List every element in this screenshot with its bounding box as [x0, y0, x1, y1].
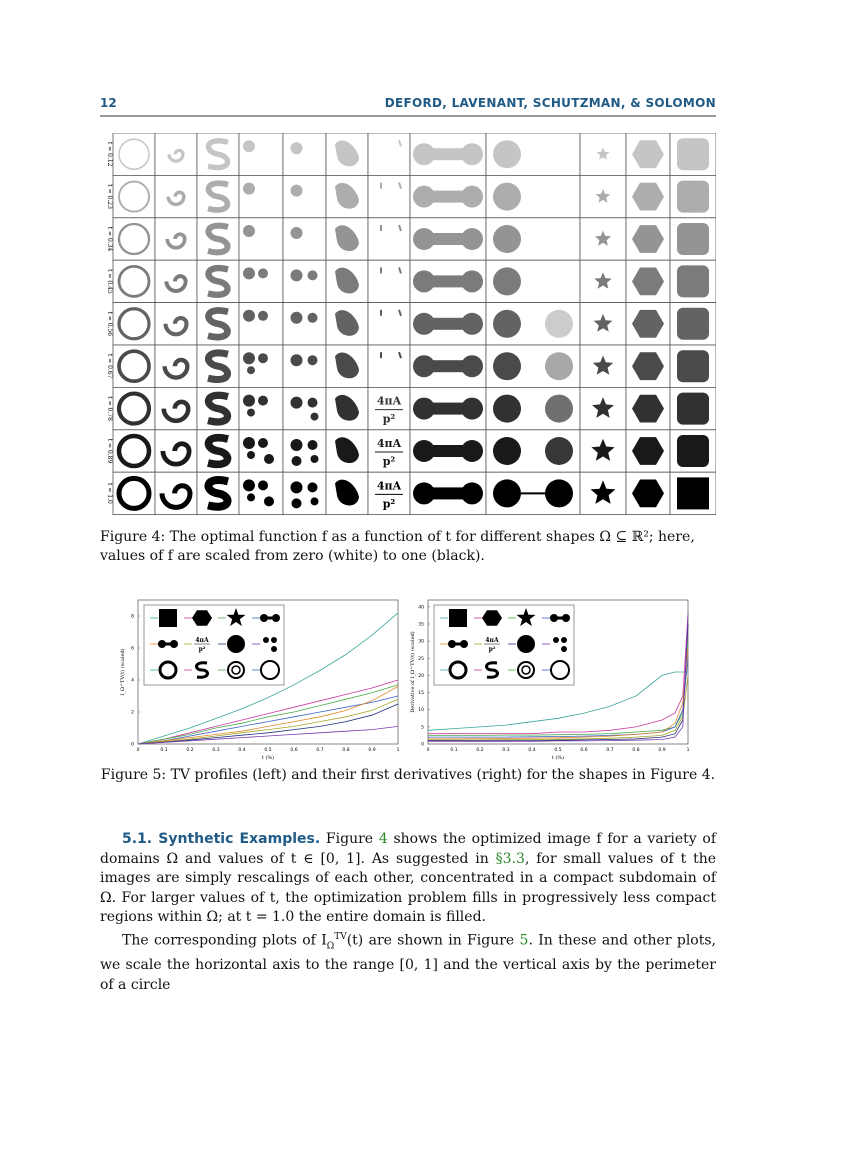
legend-dots: [271, 637, 277, 643]
y-tick-label: 5: [421, 725, 424, 731]
grid-cell: [239, 133, 283, 175]
grid-cell: [368, 133, 410, 175]
row-label: t = 0.78: [106, 396, 113, 421]
formula-bottom: p²: [382, 455, 396, 468]
p1-text-b: shows the optimized image f for a variety of domains Ω and values of t ∈ [0, 1]. As suggested in: [100, 831, 717, 867]
blob: [243, 310, 255, 322]
dot: [292, 456, 302, 466]
figure-5-link[interactable]: 5: [519, 932, 529, 949]
dot: [308, 313, 318, 323]
grid-cell: [368, 345, 410, 387]
grid-cell: [283, 303, 326, 345]
disk-left: [493, 140, 521, 168]
formula-bottom: p²: [382, 412, 396, 426]
x-tick-label: 0.8: [632, 748, 640, 753]
formula-top: 4πA: [376, 437, 402, 450]
p1-text-c: , for small values of t the images are simply rescalings of each other, concentrated in a compact subdomain of Ω. For larger values of t, the optimization problem fills in progressively less compact regions within Ω; at t = 1.0 the entire domain is filled.: [100, 850, 716, 925]
disk-right: [545, 395, 573, 423]
blob: [258, 438, 268, 448]
legend-dumbbell: [452, 643, 464, 646]
row-label: t = 0.89: [106, 438, 113, 464]
grid-cell: [155, 175, 197, 217]
dot: [291, 312, 303, 324]
figure-4-caption: Figure 4: The optimal function f as a function of t for different shapes Ω ⊆ ℝ²; here, values of f are scaled from zero (white) to one (black).: [100, 529, 695, 564]
dumbbell-bar: [424, 275, 472, 287]
dot: [308, 398, 318, 408]
y-axis-label: Derivative of I_Ω^TV(t) (scaled): [410, 631, 416, 713]
dot: [311, 413, 319, 421]
dot: [308, 482, 318, 492]
grid-cell: [283, 387, 326, 429]
blob: [243, 140, 255, 152]
section-heading: 5.1. Synthetic Examples.: [122, 831, 321, 847]
y-tick-label: 8: [131, 614, 134, 620]
legend-square: [449, 609, 467, 627]
page-number: 12: [100, 96, 117, 110]
row-label: t = 0.67: [106, 353, 113, 379]
blob: [258, 353, 268, 363]
y-tick-label: 35: [418, 622, 424, 628]
blob: [247, 493, 255, 501]
y-tick-label: 4: [131, 678, 134, 684]
blob: [247, 451, 255, 459]
grid-cell: [283, 472, 326, 514]
x-tick-label: 0: [426, 748, 430, 753]
x-tick-label: 1: [686, 748, 690, 753]
dumbbell-bar: [424, 318, 472, 330]
y-tick-label: 15: [418, 691, 424, 697]
header-rule: [100, 115, 716, 117]
row-label: t = 0.23: [106, 184, 113, 209]
p2-sup: TV: [334, 931, 347, 942]
legend-dumbbell: [554, 617, 566, 620]
dot: [311, 497, 319, 505]
running-header: [100, 96, 716, 114]
grid-cell: [368, 260, 410, 302]
blob: [243, 479, 255, 491]
row-label: t = 1.0: [106, 483, 113, 504]
x-tick-label: 0.9: [368, 748, 376, 753]
figure-5-caption: Figure 5: TV profiles (left) and their first derivatives (right) for the shapes in Figure 4.: [100, 767, 716, 783]
formula-bottom: p²: [382, 497, 396, 511]
y-tick-label: 10: [418, 708, 424, 714]
dot: [308, 440, 318, 450]
figure-4-link[interactable]: 4: [378, 831, 388, 847]
disk-left: [493, 479, 521, 507]
p1-text-a: Figure: [325, 831, 379, 847]
square-shape: [677, 265, 709, 297]
square-shape: [677, 477, 709, 509]
blob: [264, 496, 274, 506]
dot: [308, 355, 318, 365]
dot: [308, 270, 318, 280]
blob: [243, 267, 255, 279]
dumbbell-bar: [424, 487, 472, 499]
dot: [291, 481, 303, 493]
grid-cell: [283, 218, 326, 260]
x-tick-label: 1: [396, 748, 400, 753]
x-tick-label: 0: [136, 748, 140, 753]
disk-left: [493, 310, 521, 338]
disk-left: [493, 225, 521, 253]
x-tick-label: 0.8: [342, 748, 350, 753]
dumbbell-bar: [424, 233, 472, 245]
chart-panel: [409, 600, 690, 761]
x-tick-label: 0.9: [658, 748, 666, 753]
legend-formula-bottom: p²: [488, 646, 496, 653]
dumbbell-bar: [424, 403, 472, 415]
disk-right: [545, 310, 573, 338]
y-tick-label: 30: [418, 639, 424, 645]
x-tick-label: 0.5: [264, 748, 272, 753]
grid-cell: [239, 303, 283, 345]
dot: [291, 142, 303, 154]
dumbbell-bar: [424, 445, 472, 457]
legend-square: [159, 609, 177, 627]
legend-dumbbell: [264, 617, 276, 620]
row-label: t = 0.12: [106, 141, 113, 167]
disk-right: [545, 437, 573, 465]
x-tick-label: 0.4: [528, 748, 536, 753]
grid-cell: [239, 387, 283, 429]
figure-4-grid: [100, 133, 716, 515]
grid-cell: [283, 133, 326, 175]
disk-left: [493, 183, 521, 211]
disk-right: [545, 352, 573, 380]
square-shape: [677, 350, 709, 382]
grid-cell: [368, 218, 410, 260]
y-tick-label: 6: [131, 646, 134, 652]
blob: [258, 396, 268, 406]
blob: [247, 409, 255, 417]
p2-text-c: . In these and other plots, we scale the horizontal axis to the range [0, 1] and the vertical axis by the perimeter of a circle: [100, 932, 716, 993]
blob: [258, 268, 268, 278]
p2-text-a: The corresponding plots of I: [122, 932, 327, 949]
y-tick-label: 2: [131, 710, 134, 716]
blob: [243, 437, 255, 449]
y-tick-label: 40: [418, 605, 424, 611]
x-tick-label: 0.1: [160, 748, 168, 753]
legend-dots: [271, 646, 277, 652]
blob: [243, 225, 255, 237]
blob: [264, 454, 274, 464]
x-tick-label: 0.6: [290, 748, 298, 753]
blob: [243, 395, 255, 407]
grid-cell: [283, 260, 326, 302]
disk-left: [493, 267, 521, 295]
legend-formula-bottom: p²: [198, 646, 206, 653]
grid-cell: [283, 345, 326, 387]
dot: [291, 439, 303, 451]
y-tick-label: 0: [131, 742, 134, 748]
grid-cell: [283, 430, 326, 472]
dumbbell-bar: [424, 148, 472, 160]
blob: [243, 183, 255, 195]
x-tick-label: 0.7: [606, 748, 614, 753]
square-shape: [677, 393, 709, 425]
disk-right: [545, 479, 573, 507]
paragraph-1: [100, 830, 716, 928]
x-axis-label: t (%): [261, 755, 275, 761]
grid-cell: [368, 303, 410, 345]
dumbbell-bar: [424, 360, 472, 372]
blob: [258, 311, 268, 321]
grid-cell: [283, 175, 326, 217]
y-tick-label: 0: [421, 742, 424, 748]
p2-sub: Ω: [326, 940, 335, 951]
x-tick-label: 0.6: [580, 748, 588, 753]
x-tick-label: 0.5: [554, 748, 562, 753]
x-tick-label: 0.4: [238, 748, 246, 753]
grid-cell: [239, 345, 283, 387]
dot: [311, 455, 319, 463]
square-shape: [677, 223, 709, 255]
section-body: [100, 830, 716, 995]
grid-cell: [239, 175, 283, 217]
chart-panel: [119, 600, 400, 761]
p2-text-b: (t) are shown in Figure: [346, 932, 520, 949]
dumbbell-bar: [424, 191, 472, 203]
legend-formula-top: 4πA: [195, 637, 209, 644]
dot: [291, 185, 303, 197]
blob: [258, 480, 268, 490]
disk-left: [493, 352, 521, 380]
y-axis-label: I_Ω^TV(t) (scaled): [120, 648, 126, 696]
legend-pie: [227, 635, 245, 653]
grid-cell: [239, 260, 283, 302]
dot: [291, 227, 303, 239]
legend-dots: [553, 637, 559, 643]
square-shape: [677, 181, 709, 213]
legend-pie: [517, 635, 535, 653]
x-tick-label: 0.2: [186, 748, 194, 753]
header-authors: DEFORD, LAVENANT, SCHUTZMAN, & SOLOMON: [384, 96, 716, 110]
x-tick-label: 0.1: [450, 748, 458, 753]
dot: [291, 269, 303, 281]
x-tick-label: 0.7: [316, 748, 324, 753]
disk-left: [493, 395, 521, 423]
grid-cell: [239, 472, 283, 514]
legend-dumbbell: [162, 643, 174, 646]
row-label: t = 0.45: [106, 269, 113, 294]
legend-formula-top: 4πA: [485, 637, 499, 644]
dot: [292, 498, 302, 508]
section-3-3-link[interactable]: §3.3: [495, 850, 525, 867]
figure-5-charts: [100, 592, 700, 762]
row-label: t = 0.56: [106, 311, 113, 337]
grid-cell: [239, 218, 283, 260]
legend-dots: [263, 637, 269, 643]
x-axis-label: t (%): [551, 755, 565, 761]
disk-left: [493, 437, 521, 465]
blob: [243, 352, 255, 364]
formula-top: 4πA: [376, 394, 402, 408]
square-shape: [677, 435, 709, 467]
paragraph-2: [100, 928, 716, 996]
dot: [291, 354, 303, 366]
blob: [247, 366, 255, 374]
grid-cell: [368, 175, 410, 217]
row-label: t = 0.34: [106, 226, 113, 252]
x-tick-label: 0.3: [212, 748, 220, 753]
x-tick-label: 0.3: [502, 748, 510, 753]
square-shape: [677, 138, 709, 170]
grid-cell: [239, 430, 283, 472]
legend-dots: [561, 646, 567, 652]
formula-top: 4πA: [376, 479, 402, 493]
dot: [291, 397, 303, 409]
y-tick-label: 20: [418, 673, 424, 679]
x-tick-label: 0.2: [476, 748, 484, 753]
legend-dots: [561, 637, 567, 643]
square-shape: [677, 308, 709, 340]
y-tick-label: 25: [418, 656, 424, 662]
